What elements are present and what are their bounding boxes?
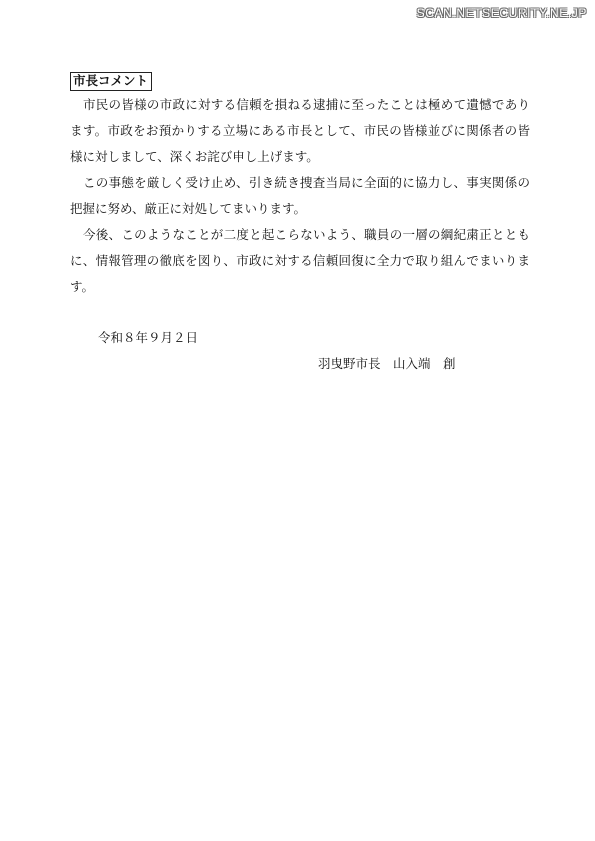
document-heading: 市長コメント (70, 72, 152, 91)
response-paragraph: この事態を厳しく受け止め、引き続き捜査当局に全面的に協力し、事実関係の把握に努め、厳正に対処してまいります。 (70, 175, 530, 216)
site-watermark: SCAN.NETSECURITY.NE.JP (416, 6, 587, 20)
mayor-signature: 羽曳野市長 山入端 創 (318, 356, 456, 371)
prevention-paragraph: 今後、このようなことが二度と起こらないよう、職員の一層の綱紀粛正とともに、情報管理の徹底を図り、市政に対する信頼回復に全力で取り組んでまいります。 (70, 227, 530, 294)
apology-paragraph: 市民の皆様の市政に対する信頼を損ねる逮捕に至ったことは極めて遺憾であります。市政をお預かりする立場にある市長として、市民の皆様並びに関係者の皆様に対しまして、深くお詫び申し上げます。 (70, 97, 530, 164)
document-date: 令和８年９月２日 (98, 330, 199, 345)
mayor-comment-document (70, 70, 530, 377)
